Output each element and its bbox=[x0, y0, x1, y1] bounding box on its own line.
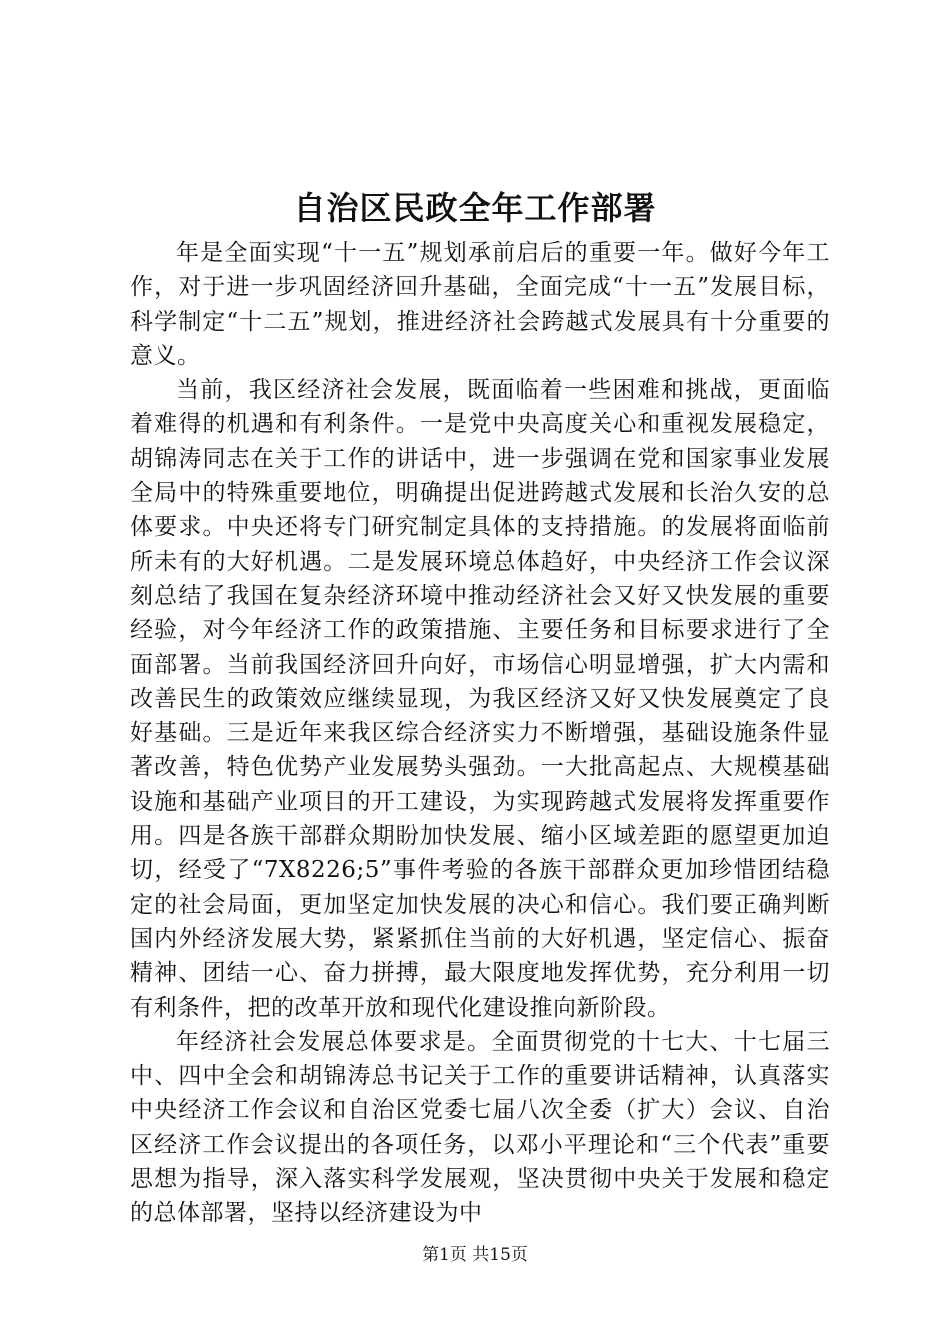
page-footer: 第1页 共15页 bbox=[422, 1245, 528, 1265]
paragraph-1: 年是全面实现“十一五”规划承前启后的重要一年。做好今年工作，对于进一步巩固经济回升基础，全面完成“十一五”发展目标，科学制定“十二五”规划，推进经济社会跨越式发展具有十分重要的意义。 bbox=[130, 240, 830, 369]
paragraph-3: 年经济社会发展总体要求是。全面贯彻党的十七大、十七届三中、四中全会和胡锦涛总书记关于工作的重要讲话精神，认真落实中央经济工作会议和自治区党委七届八次全委（扩大）会议、自治区经济工作会议提出的各项任务，以邓小平理论和“三个代表”重要思想为指导，深入落实科学发展观，坚决贯彻中央关于发展和稳定的总体部署，坚持以经济建设为中 bbox=[130, 1028, 830, 1227]
document-body bbox=[130, 236, 830, 1231]
document-title: 自治区民政全年工作部署 bbox=[293, 189, 657, 227]
paragraph-2: 当前，我区经济社会发展，既面临着一些困难和挑战，更面临着难得的机遇和有利条件。一是党中央高度关心和重视发展稳定，胡锦涛同志在关于工作的讲话中，进一步强调在党和国家事业发展全局中的特殊重要地位，明确提出促进跨越式发展和长治久安的总体要求。中央还将专门研究制定具体的支持措施。的发展将面临前所未有的大好机遇。二是发展环境总体趋好，中央经济工作会议深刻总结了我国在复杂经济环境中推动经济社会又好又快发展的重要经验，对今年经济工作的政策措施、主要任务和目标要求进行了全面部署。当前我国经济回升向好，市场信心明显增强，扩大内需和改善民生的政策效应继续显现，为我区经济又好又快发展奠定了良好基础。三是近年来我区综合经济实力不断增强，基础设施条件显著改善，特色优势产业发展势头强劲。一大批高起点、大规模基础设施和基础产业项目的开工建设，为实现跨越式发展将发挥重要作用。四是各族干部群众期盼加快发展、缩小区域差距的愿望更加迫切，经受了“7X8226;5”事件考验的各族干部群众更加珍惜团结稳定的社会局面，更加坚定加快发展的决心和信心。我们要正确判断国内外经济发展大势，紧紧抓住当前的大好机遇，坚定信心、振奋精神、团结一心、奋力拼搏，最大限度地发挥优势，充分利用一切有利条件，把的改革开放和现代化建设推向新阶段。 bbox=[130, 377, 830, 1021]
